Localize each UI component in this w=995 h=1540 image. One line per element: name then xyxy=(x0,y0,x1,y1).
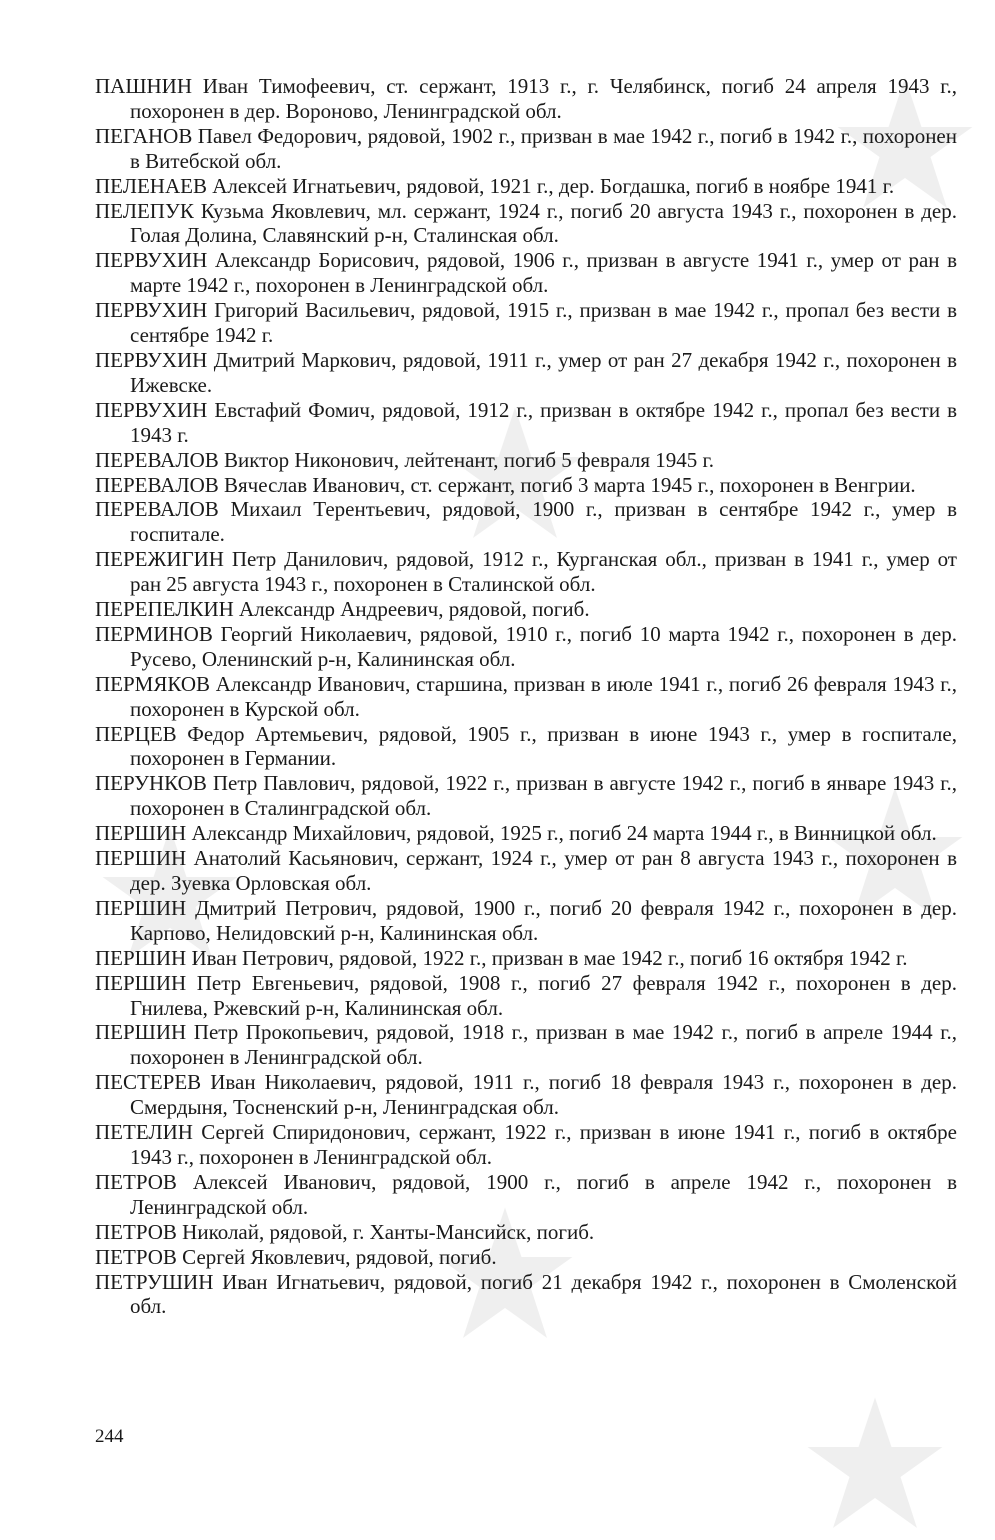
list-item: ПЕРШИН Иван Петрович, рядовой, 1922 г., призван в мае 1942 г., погиб 16 октября 1942 г. xyxy=(95,945,908,970)
list-item: ПЕРШИН Петр Евгеньевич, рядовой, 1908 г., погиб 27 февраля 1942 г., похоронен в дер. Гнилева, Ржевский р-н, Калининская обл. xyxy=(95,970,957,1020)
list-item: ПЕРШИН Александр Михайлович, рядовой, 1925 г., погиб 24 марта 1944 г., в Винницкой обл. xyxy=(95,821,937,846)
list-item: ПЕРЕВАЛОВ Вячеслав Иванович, ст. сержант, погиб 3 марта 1945 г., похоронен в Венгрии. xyxy=(95,472,916,497)
list-item: ПАШНИН Иван Тимофеевич, ст. сержант, 1913 г., г. Челябинск, погиб 24 апреля 1943 г., похоронен в дер. Вороново, Ленинградской обл. xyxy=(95,74,957,123)
list-item: ПЕРЕВАЛОВ Виктор Никонович, лейтенант, погиб 5 февраля 1945 г. xyxy=(95,447,715,472)
memorial-list xyxy=(95,74,957,1319)
list-item: ПЕРВУХИН Дмитрий Маркович, рядовой, 1911 г., умер от ран 27 декабря 1942 г., похоронен в Ижевске. xyxy=(95,347,957,397)
list-item: ПЕРШИН Дмитрий Петрович, рядовой, 1900 г., погиб 20 февраля 1942 г., похоронен в дер. Карпово, Нелидовский р-н, Калининская обл. xyxy=(95,895,957,945)
list-item: ПЕГАНОВ Павел Федорович, рядовой, 1902 г., призван в мае 1942 г., погиб в 1942 г., похоронен в Витебской обл. xyxy=(95,123,957,173)
list-item: ПЕРВУХИН Евстафий Фомич, рядовой, 1912 г., призван в октябре 1942 г., пропал без вести в 1943 г. xyxy=(95,397,957,447)
list-item: ПЕРМЯКОВ Александр Иванович, старшина, призван в июле 1941 г., погиб 26 февраля 1943 г., похоронен в Курской обл. xyxy=(95,671,957,721)
list-item: ПЕЛЕПУК Кузьма Яковлевич, мл. сержант, 1924 г., погиб 20 августа 1943 г., похоронен в дер. Голая Долина, Славянский р-н, Сталинская обл. xyxy=(95,198,957,248)
list-item: ПЕРМИНОВ Георгий Николаевич, рядовой, 1910 г., погиб 10 марта 1942 г., похоронен в дер. Русево, Оленинский р-н, Калининская обл. xyxy=(95,621,957,671)
list-item: ПЕРЦЕВ Федор Артемьевич, рядовой, 1905 г., призван в июне 1943 г., умер в госпитале, похоронен в Германии. xyxy=(95,721,957,771)
list-item: ПЕРВУХИН Александр Борисович, рядовой, 1906 г., призван в августе 1941 г., умер от ран в марте 1942 г., похоронен в Ленинградской обл. xyxy=(95,248,957,298)
list-item: ПЕРУНКОВ Петр Павлович, рядовой, 1922 г., призван в августе 1942 г., погиб в январе 1943 г., похоронен в Сталинградской обл. xyxy=(95,771,957,821)
list-item: ПЕРШИН Петр Прокопьевич, рядовой, 1918 г., призван в мае 1942 г., погиб в апреле 1944 г., похоронен в Ленинградской обл. xyxy=(95,1020,957,1070)
list-item: ПЕРВУХИН Григорий Васильевич, рядовой, 1915 г., призван в мае 1942 г., пропал без вести в сентябре 1942 г. xyxy=(95,298,957,348)
list-item: ПЕЛЕНАЕВ Алексей Игнатьевич, рядовой, 1921 г., дер. Богдашка, погиб в ноябре 1941 г. xyxy=(95,173,895,198)
list-item: ПЕРЕПЕЛКИН Александр Андреевич, рядовой, погиб. xyxy=(95,597,590,622)
list-item: ПЕРЕВАЛОВ Михаил Терентьевич, рядовой, 1900 г., призван в сентябре 1942 г., умер в госпитале. xyxy=(95,497,957,547)
list-item: ПЕРЕЖИГИН Петр Данилович, рядовой, 1912 г., Курганская обл., призван в 1941 г., умер от ран 25 августа 1943 г., похоронен в Сталинской обл. xyxy=(95,547,957,597)
list-item: ПЕТРОВ Алексей Иванович, рядовой, 1900 г., погиб в апреле 1942 г., похоронен в Ленинградской обл. xyxy=(95,1169,957,1219)
list-item: ПЕСТЕРЕВ Иван Николаевич, рядовой, 1911 г., погиб 18 февраля 1943 г., похоронен в дер. Смердыня, Тосненский р-н, Ленинградская обл. xyxy=(95,1070,957,1120)
page-number: 244 xyxy=(95,1426,124,1447)
list-item: ПЕТРОВ Сергей Яковлевич, рядовой, погиб. xyxy=(95,1244,497,1269)
star-watermark-icon xyxy=(800,1390,950,1540)
list-item: ПЕТРОВ Николай, рядовой, г. Ханты-Мансийск, погиб. xyxy=(95,1219,595,1244)
list-item: ПЕТРУШИН Иван Игнатьевич, рядовой, погиб 21 декабря 1942 г., похоронен в Смоленской обл. xyxy=(95,1269,957,1319)
list-item: ПЕТЕЛИН Сергей Спиридонович, сержант, 1922 г., призван в июне 1941 г., погиб в октябре 1943 г., похоронен в Ленинградской обл. xyxy=(95,1120,957,1169)
list-item: ПЕРШИН Анатолий Касьянович, сержант, 1924 г., умер от ран 8 августа 1943 г., похоронен в дер. Зуевка Орловская обл. xyxy=(95,846,957,895)
